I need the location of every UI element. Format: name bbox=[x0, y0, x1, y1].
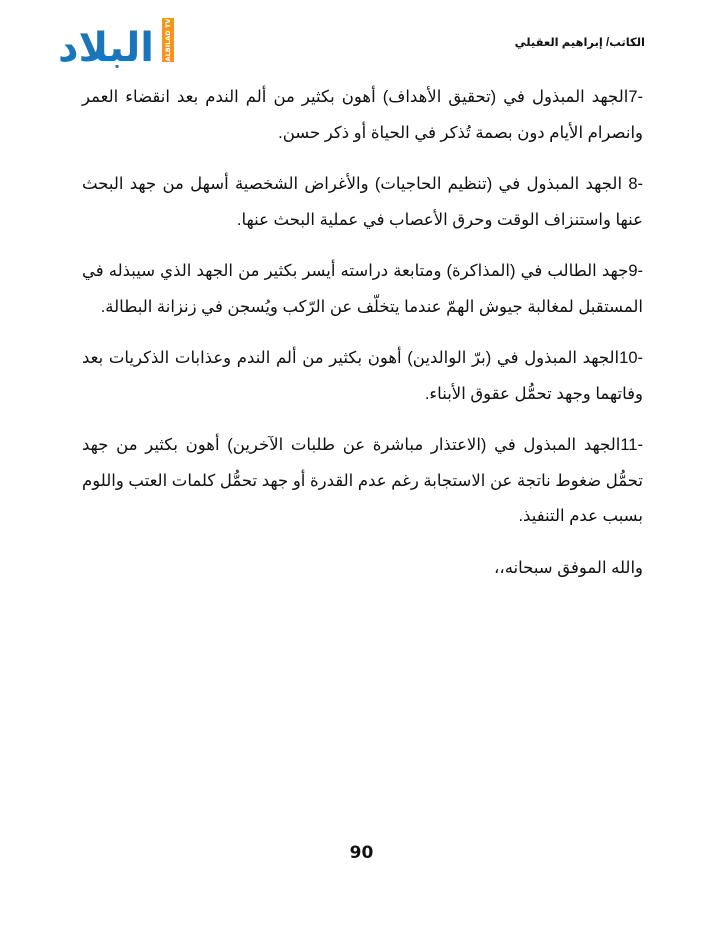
paragraph-10: -10الجهد المبذول في (برّ الوالدين) أهون بكثير من ألم الندم وعذابات الذكريات بعد وفاتهما وجهد تحمُّل عقوق الأبناء. bbox=[82, 349, 643, 403]
paragraph-11: -11الجهد المبذول في (الاعتذار مباشرة عن طلبات الآخرين) أهون بكثير من جهد تحمُّل ضغوط ناتجة عن الاستجابة رغم عدم القدرة أو جهد تحمُّل كلمات العتب واللوم بسبب عدم التنفيذ. bbox=[82, 436, 643, 525]
article-body bbox=[82, 80, 643, 602]
logo-side-text: ALBILAD TV bbox=[164, 18, 172, 62]
albilad-logo bbox=[48, 14, 178, 70]
paragraph-7: -7الجهد المبذول في (تحقيق الأهداف) أهون بكثير من ألم الندم بعد انقضاء العمر وانصرام الأيام دون بصمة تُذكر في الحياة أو ذكر حسن. bbox=[82, 88, 643, 142]
paragraph-8: -8 الجهد المبذول في (تنظيم الحاجيات) والأغراض الشخصية أسهل من جهد البحث عنها واستنزاف الوقت وحرق الأعصاب في عملية البحث عنها. bbox=[82, 175, 643, 229]
paragraph-9: -9جهد الطالب في (المذاكرة) ومتابعة دراسته أيسر بكثير من الجهد الذي سيبذله في المستقبل لمغالبة جيوش الهمّ عندما يتخلّف عن الرّكب ويُسجن في زنزانة البطالة. bbox=[82, 262, 643, 316]
page-header bbox=[48, 14, 645, 70]
logo-text: البلاد bbox=[58, 25, 154, 70]
closing-line: والله الموفق سبحانه،، bbox=[494, 558, 643, 577]
page-number: 90 bbox=[349, 843, 374, 863]
author-name: الكاتب/ إبراهيم العقيلي bbox=[514, 37, 645, 49]
